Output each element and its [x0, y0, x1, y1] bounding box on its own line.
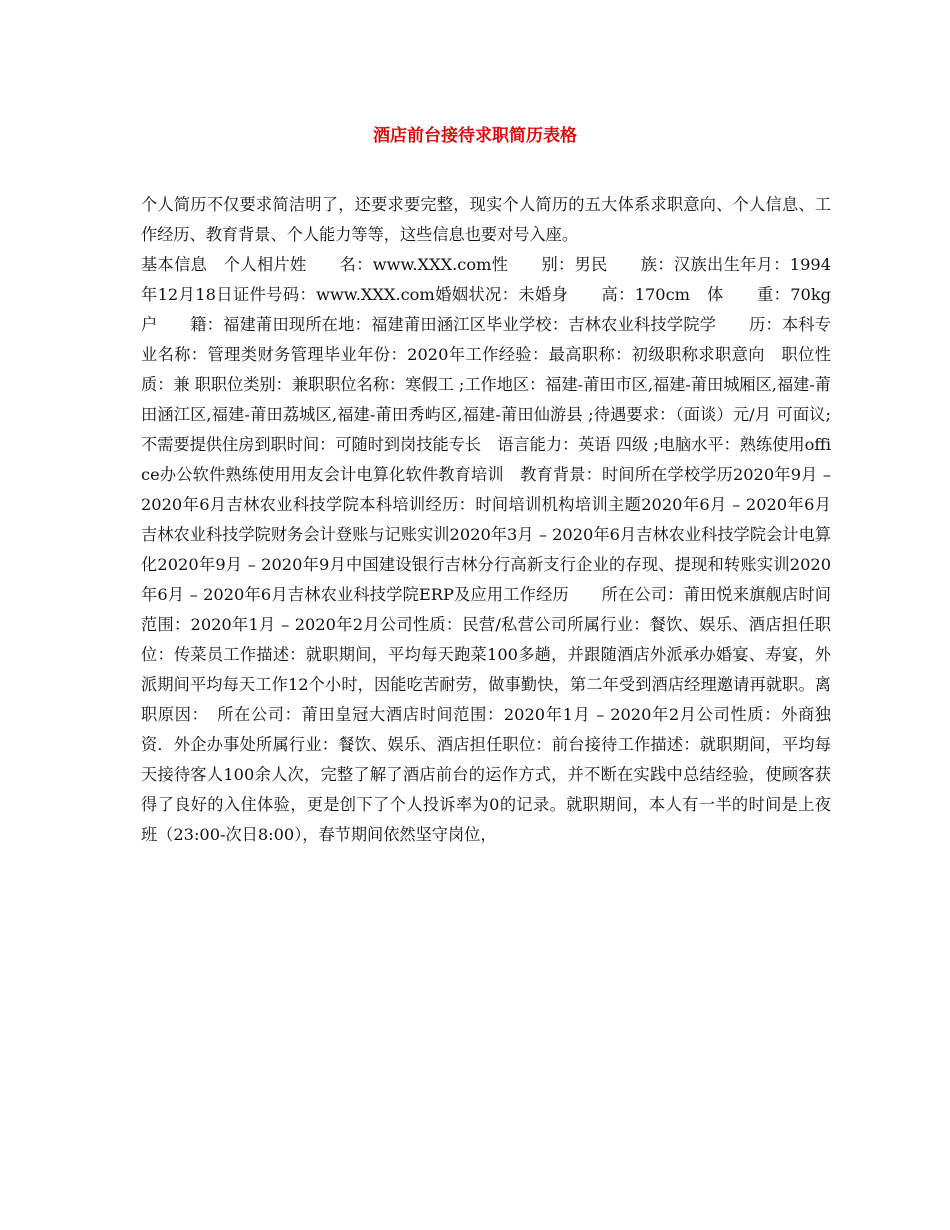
intro-paragraph: 个人简历不仅要求简洁明了，还要求要完整，现实个人简历的五大体系求职意向、个人信息、工作经历、教育背景、个人能力等等，这些信息也要对号入座。	[141, 195, 831, 244]
document-body	[141, 190, 831, 850]
document-title: 酒店前台接待求职简历表格	[373, 126, 577, 146]
resume-content-paragraph: 基本信息 个人相片姓 名：www.XXX.com性 别：男民 族：汉族出生年月：1994年12月18日证件号码：www.XXX.com婚姻状况：未婚身 高：170cm 体 重：70kg户 籍：福建莆田现所在地：福建莆田涵江区毕业学校：吉林农业科技学院学 历：本科专业名称：管理类财务管理毕业年份：2020年工作经验：最高职称：初级职称求职意向 职位性质：兼 职职位类别：兼职职位名称：寒假工 ;工作地区：福建-莆田市区,福建-莆田城厢区,福建-莆田涵江区,福建-莆田荔城区,福建-莆田秀屿区,福建-莆田仙游县 ;待遇要求：（面谈）元/月 可面议; 不需要提供住房到职时间：可随时到岗技能专长 语言能力：英语 四级 ;电脑水平：熟练使用office办公软件熟练使用用友会计电算化软件教育培训 教育背景：时间所在学校学历2020年9月 – 2020年6月吉林农业科技学院本科培训经历：时间培训机构培训主题2020年6月 – 2020年6月吉林农业科技学院财务会计登账与记账实训2020年3月 – 2020年6月吉林农业科技学院会计电算化2020年9月 – 2020年9月中国建设银行吉林分行高新支行企业的存现、提现和转账实训2020年6月 – 2020年6月吉林农业科技学院ERP及应用工作经历 所在公司：莆田悦来旗舰店时间范围：2020年1月 – 2020年2月公司性质：民营/私营公司所属行业：餐饮、娱乐、酒店担任职位：传菜员工作描述：就职期间，平均每天跑菜100多趟，并跟随酒店外派承办婚宴、寿宴，外派期间平均每天工作12个小时，因能吃苦耐劳，做事勤快，第二年受到酒店经理邀请再就职。离职原因： 所在公司：莆田皇冠大酒店时间范围：2020年1月 – 2020年2月公司性质：外商独资．外企办事处所属行业：餐饮、娱乐、酒店担任职位：前台接待工作描述：就职期间，平均每天接待客人100余人次，完整了解了酒店前台的运作方式，并不断在实践中总结经验，使顾客获得了良好的入住体验，更是创下了个人投诉率为0的记录。就职期间，本人有一半的时间是上夜班（23:00-次日8:00），春节期间依然坚守岗位，	[141, 255, 831, 844]
